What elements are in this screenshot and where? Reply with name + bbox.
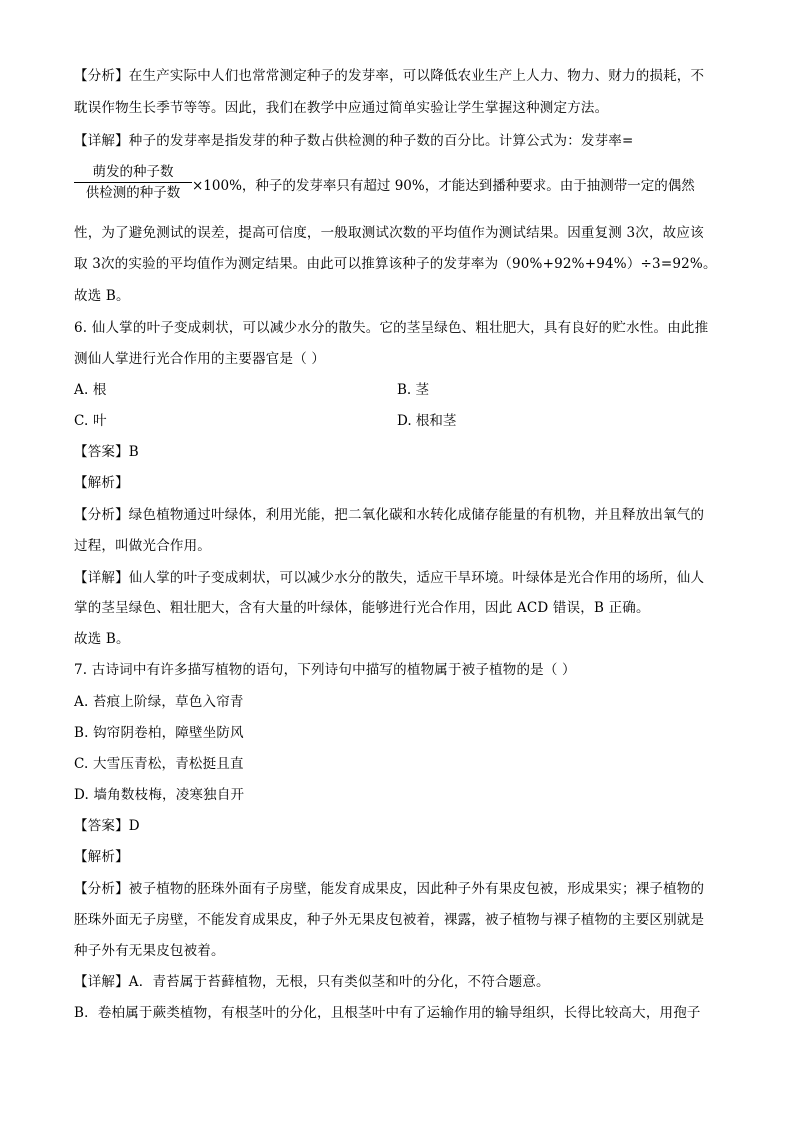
question-7-analysis-line-1: 【分析】被子植物的胚珠外面有子房壁，能发育成果皮，因此种子外有果皮包被，形成果实；裸子植物的 <box>74 881 705 897</box>
question-7-detail-line-2: B．卷柏属于蕨类植物，有根茎叶的分化，且根茎叶中有了运输作用的输导组织，长得比较高大，用孢子 <box>74 1005 701 1021</box>
question-7-explanation-heading: 【解析】 <box>74 849 129 865</box>
question-7-stem: 7. 古诗词中有许多描写植物的语句，下列诗句中描写的植物属于被子植物的是（ ） <box>74 662 576 678</box>
question-6-answer: 【答案】B <box>74 444 139 460</box>
question-6-stem-line-2: 测仙人掌进行光合作用的主要器官是（ ） <box>74 351 326 367</box>
fraction-denominator: 供检测的种子数 <box>85 185 181 201</box>
question-7-option-d: D. 墙角数枝梅，凌寒独自开 <box>74 787 245 803</box>
question-6-analysis-line-2: 过程，叫做光合作用。 <box>74 538 211 554</box>
question-6-option-c: C. 叶 <box>74 413 107 429</box>
question-6-stem-line-1: 6. 仙人掌的叶子变成刺状，可以减少水分的散失。它的茎呈绿色、粗壮肥大，具有良好的贮水性。由此推 <box>74 320 709 336</box>
detail-paragraph-line-4: 取 3次的实验的平均值作为测定结果。由此可以推算该种子的发芽率为（90%+92%+94%）÷3=92%。 <box>74 256 717 272</box>
analysis-paragraph-line-1: 【分析】在生产实际中人们也常常测定种子的发芽率，可以降低农业生产上人力、物力、财力的损耗，不 <box>74 68 705 84</box>
detail-paragraph-line-3: 性，为了避免测试的误差，提高可信度，一般取测试次数的平均值作为测试结果。因重复测 3次，故应该 <box>74 225 704 241</box>
question-6-explanation-heading: 【解析】 <box>74 475 129 491</box>
question-7-option-c: C. 大雪压青松，青松挺且直 <box>74 756 244 772</box>
question-6-detail-line-2: 掌的茎呈绿色、粗壮肥大，含有大量的叶绿体，能够进行光合作用，因此 ACD 错误，B 正确。 <box>74 600 650 616</box>
question-7-option-b: B. 钩帘阴卷柏，障壁坐防风 <box>74 725 244 741</box>
question-7-detail-line-1: 【详解】A．青苔属于苔藓植物，无根，只有类似茎和叶的分化，不符合题意。 <box>74 974 550 990</box>
detail-paragraph-line-2: ×100%，种子的发芽率只有超过 90%，才能达到播种要求。由于抽测带一定的偶然 <box>192 178 695 194</box>
question-6-option-d: D. 根和茎 <box>397 413 457 429</box>
question-7-answer: 【答案】D <box>74 818 140 834</box>
detail-conclusion: 故选 B。 <box>74 288 130 304</box>
question-7-analysis-line-3: 种子外有无果皮包被着。 <box>74 943 225 959</box>
question-6-conclusion: 故选 B。 <box>74 631 130 647</box>
question-7-analysis-line-2: 胚珠外面无子房壁，不能发育成果皮，种子外无果皮包被着，裸露，被子植物与裸子植物的主要区别就是 <box>74 912 705 928</box>
question-6-analysis-line-1: 【分析】绿色植物通过叶绿体，利用光能，把二氧化碳和水转化成储存能量的有机物，并且释放出氧气的 <box>74 507 705 523</box>
question-6-option-a: A. 根 <box>74 382 107 398</box>
detail-paragraph-line-1: 【详解】种子的发芽率是指发芽的种子数占供检测的种子数的百分比。计算公式为：发芽率= <box>74 133 634 149</box>
fraction-numerator: 萌发的种子数 <box>74 163 192 183</box>
analysis-paragraph-line-2: 耽误作物生长季节等等。因此，我们在教学中应通过简单实验让学生掌握这种测定方法。 <box>74 100 609 116</box>
germination-rate-fraction <box>74 163 192 202</box>
question-7-option-a: A. 苔痕上阶绿，草色入帘青 <box>74 694 244 710</box>
question-6-option-b: B. 茎 <box>397 382 430 398</box>
question-6-detail-line-1: 【详解】仙人掌的叶子变成刺状，可以减少水分的散失，适应干旱环境。叶绿体是光合作用的场所，仙人 <box>74 570 705 586</box>
